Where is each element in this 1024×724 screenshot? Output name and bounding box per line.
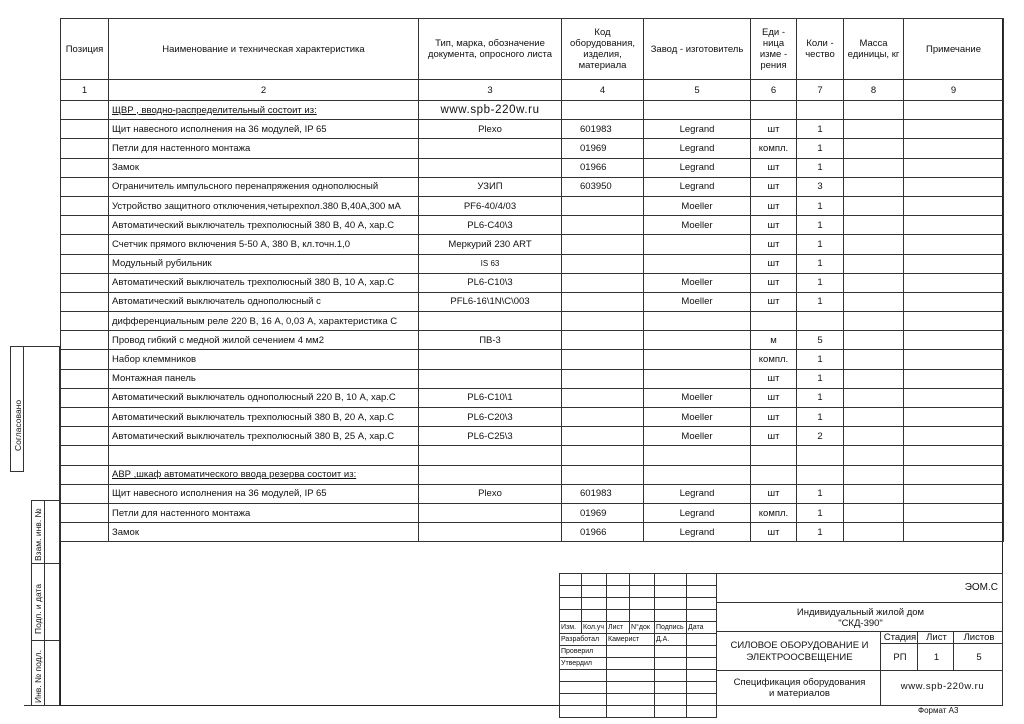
cell-type: [419, 523, 562, 542]
cell-mass: [844, 158, 904, 177]
cell-maker: [644, 446, 751, 465]
sheet-head: Лист: [926, 632, 947, 643]
cell-unit: шт: [751, 427, 797, 446]
cell-code: [562, 216, 644, 235]
cell-code: [562, 465, 644, 484]
cell-name: [109, 446, 419, 465]
cell-maker: Moeller: [644, 388, 751, 407]
agreed-label: Согласовано: [13, 399, 23, 451]
sheets-head: Листов: [963, 632, 995, 643]
cell-note: [904, 388, 1004, 407]
cell-unit: шт: [751, 523, 797, 542]
rev-col-count: Кол.уч: [582, 622, 607, 634]
cell-position: [61, 273, 109, 292]
cell-note: [904, 101, 1004, 120]
cell-unit: компл.: [751, 139, 797, 158]
col-num: 2: [109, 80, 419, 101]
stage-box: [880, 643, 918, 671]
cell-name: Петли для настенного монтажа: [109, 503, 419, 522]
cell-note: [904, 177, 1004, 196]
table-row: [61, 196, 1004, 215]
cell-code: [562, 273, 644, 292]
cell-position: [61, 101, 109, 120]
cell-note: [904, 427, 1004, 446]
cell-note: [904, 408, 1004, 427]
cell-qty: 1: [797, 235, 844, 254]
table-row: [61, 446, 1004, 465]
table-row: [61, 427, 1004, 446]
table-row: [61, 292, 1004, 311]
cell-note: [904, 331, 1004, 350]
cell-type: [419, 312, 562, 331]
cell-mass: [844, 484, 904, 503]
col-num: 8: [844, 80, 904, 101]
cell-position: [61, 331, 109, 350]
cell-position: [61, 158, 109, 177]
object-box: [716, 602, 1003, 632]
cell-unit: [751, 101, 797, 120]
col-name: Наименование и техническая характеристика: [109, 19, 419, 80]
doc-code-box: [716, 573, 1003, 603]
cell-type: [419, 503, 562, 522]
cell-mass: [844, 503, 904, 522]
cell-note: [904, 484, 1004, 503]
col-num: 4: [562, 80, 644, 101]
cell-position: [61, 312, 109, 331]
cell-code: [562, 408, 644, 427]
stage-value: РП: [893, 652, 907, 663]
cell-note: [904, 523, 1004, 542]
cell-type: [419, 158, 562, 177]
col-num: 9: [904, 80, 1004, 101]
cell-unit: м: [751, 331, 797, 350]
cell-position: [61, 503, 109, 522]
approved-label: Утвердил: [560, 658, 607, 670]
cell-type: Plexo: [419, 120, 562, 139]
cell-name: ЩВР , вводно-распределительный состоит из:: [109, 101, 419, 120]
cell-code: [562, 388, 644, 407]
cell-note: [904, 446, 1004, 465]
inv-replace-box: [31, 500, 60, 564]
cell-maker: Moeller: [644, 273, 751, 292]
cell-name: Набор клеммников: [109, 350, 419, 369]
cell-unit: шт: [751, 158, 797, 177]
cell-qty: 1: [797, 139, 844, 158]
section-box: [716, 631, 881, 671]
cell-note: [904, 503, 1004, 522]
cell-code: [562, 292, 644, 311]
cell-note: [904, 292, 1004, 311]
table-row: [61, 216, 1004, 235]
cell-position: [61, 254, 109, 273]
cell-type: PF6-40/4/03: [419, 196, 562, 215]
cell-unit: [751, 465, 797, 484]
site-box: [880, 670, 1003, 706]
rev-col-date: Дата: [687, 622, 717, 634]
table-row: [61, 388, 1004, 407]
cell-unit: шт: [751, 177, 797, 196]
cell-code: [562, 235, 644, 254]
cell-position: [61, 427, 109, 446]
cell-maker: Legrand: [644, 177, 751, 196]
rev-col-change: Изм.: [560, 622, 582, 634]
cell-unit: шт: [751, 292, 797, 311]
section-line2: ЭЛЕКТРООСВЕЩЕНИЕ: [746, 652, 853, 663]
cell-code: [562, 196, 644, 215]
section-line1: СИЛОВОЕ ОБОРУДОВАНИЕ И: [730, 640, 869, 651]
table-row: [61, 235, 1004, 254]
cell-unit: шт: [751, 196, 797, 215]
cell-note: [904, 273, 1004, 292]
cell-unit: [751, 446, 797, 465]
cell-qty: 1: [797, 503, 844, 522]
cell-name: дифференциальным реле 220 В, 16 А, 0,03 А, характеристика С: [109, 312, 419, 331]
table-row: [61, 273, 1004, 292]
cell-maker: Legrand: [644, 503, 751, 522]
table-row: [61, 523, 1004, 542]
cell-type: www.spb-220w.ru: [419, 101, 562, 120]
cell-type: Меркурий 230 ART: [419, 235, 562, 254]
cell-qty: 1: [797, 120, 844, 139]
cell-note: [904, 254, 1004, 273]
cell-name: Автоматический выключатель трехполюсный 380 В, 20 А, хар.С: [109, 408, 419, 427]
cell-name: Автоматический выключатель трехполюсный 380 В, 25 А, хар.С: [109, 427, 419, 446]
col-position: Позиция: [61, 19, 109, 80]
cell-note: [904, 369, 1004, 388]
cell-name: Счетчик прямого включения 5-50 А, 380 В, кл.точн.1,0: [109, 235, 419, 254]
site-url[interactable]: www.spb-220w.ru: [900, 681, 985, 692]
cell-unit: компл.: [751, 350, 797, 369]
cell-unit: шт: [751, 388, 797, 407]
rev-col-sheet: Лист: [607, 622, 630, 634]
table-row: [61, 254, 1004, 273]
cell-mass: [844, 465, 904, 484]
cell-name: Монтажная панель: [109, 369, 419, 388]
cell-qty: 1: [797, 158, 844, 177]
cell-name: Щит навесного исполнения на 36 модулей, IP 65: [109, 484, 419, 503]
inv-orig-box: [31, 640, 60, 706]
table-row: [61, 503, 1004, 522]
col-note: Примечание: [904, 19, 1004, 80]
cell-unit: шт: [751, 273, 797, 292]
checked-label: Проверил: [560, 646, 607, 658]
cell-maker: [644, 465, 751, 484]
cell-code: [562, 312, 644, 331]
cell-note: [904, 120, 1004, 139]
cell-code: [562, 254, 644, 273]
developed-label: Разработал: [560, 634, 607, 646]
cell-name: Щит навесного исполнения на 36 модулей, IP 65: [109, 120, 419, 139]
cell-mass: [844, 139, 904, 158]
cell-type: PL6-C25\3: [419, 427, 562, 446]
cell-mass: [844, 523, 904, 542]
doc-name-box: [716, 670, 881, 706]
cell-mass: [844, 408, 904, 427]
cell-type: PL6-C40\3: [419, 216, 562, 235]
cell-qty: 1: [797, 484, 844, 503]
cell-type: [419, 369, 562, 388]
cell-name: Ограничитель импульсного перенапряжения однополюсный: [109, 177, 419, 196]
col-num: 5: [644, 80, 751, 101]
cell-position: [61, 177, 109, 196]
cell-maker: Legrand: [644, 523, 751, 542]
col-num: 6: [751, 80, 797, 101]
cell-qty: [797, 101, 844, 120]
cell-position: [61, 216, 109, 235]
cell-code: [562, 350, 644, 369]
cell-unit: шт: [751, 216, 797, 235]
cell-type: [419, 350, 562, 369]
cell-code: 601983: [562, 120, 644, 139]
cell-mass: [844, 273, 904, 292]
col-mass: Масса единицы, кг: [844, 19, 904, 80]
sheet-box: [917, 643, 954, 671]
table-row: [61, 465, 1004, 484]
cell-unit: шт: [751, 369, 797, 388]
cell-unit: шт: [751, 235, 797, 254]
object-line2: "СКД-390": [838, 618, 883, 629]
object-line1: Индивидуальный жилой дом: [796, 607, 925, 618]
table-row: [61, 408, 1004, 427]
cell-qty: 1: [797, 350, 844, 369]
cell-maker: [644, 235, 751, 254]
cell-code: 603950: [562, 177, 644, 196]
sheets-box: [953, 643, 1003, 671]
rev-col-signature: Подпись: [655, 622, 687, 634]
sign-date-box: [31, 563, 60, 641]
cell-note: [904, 196, 1004, 215]
cell-qty: 1: [797, 369, 844, 388]
specification-body: [61, 101, 1004, 542]
cell-maker: [644, 350, 751, 369]
col-unit: Еди - ница изме - рения: [751, 19, 797, 80]
cell-note: [904, 465, 1004, 484]
cell-name: Модульный рубильник: [109, 254, 419, 273]
cell-maker: [644, 312, 751, 331]
table-row: [61, 484, 1004, 503]
cell-type: PL6-C20\3: [419, 408, 562, 427]
header-row: [61, 19, 1004, 80]
cell-position: [61, 120, 109, 139]
cell-type: [419, 465, 562, 484]
cell-name: Провод гибкий с медной жилой сечением 4 мм2: [109, 331, 419, 350]
cell-maker: [644, 101, 751, 120]
cell-name: АВР ,шкаф автоматического ввода резерва состоит из:: [109, 465, 419, 484]
col-maker: Завод - изготовитель: [644, 19, 751, 80]
revision-grid: [559, 573, 717, 718]
cell-position: [61, 523, 109, 542]
cell-unit: шт: [751, 484, 797, 503]
sign-date-label: Подп. и дата: [33, 583, 43, 634]
cell-position: [61, 235, 109, 254]
cell-code: 01966: [562, 523, 644, 542]
cell-maker: Moeller: [644, 292, 751, 311]
cell-name: Замок: [109, 158, 419, 177]
cell-note: [904, 235, 1004, 254]
cell-qty: 1: [797, 216, 844, 235]
cell-position: [61, 465, 109, 484]
specification-table: [60, 18, 1004, 542]
cell-type: PL6-C10\1: [419, 388, 562, 407]
cell-maker: [644, 254, 751, 273]
cell-qty: 1: [797, 388, 844, 407]
sheets-value: 5: [976, 652, 982, 663]
table-row: [61, 312, 1004, 331]
cell-mass: [844, 177, 904, 196]
cell-type: Plexo: [419, 484, 562, 503]
cell-note: [904, 312, 1004, 331]
cell-name: Замок: [109, 523, 419, 542]
cell-code: [562, 427, 644, 446]
cell-code: 01969: [562, 139, 644, 158]
cell-qty: [797, 465, 844, 484]
cell-maker: Moeller: [644, 216, 751, 235]
cell-mass: [844, 446, 904, 465]
cell-code: 01966: [562, 158, 644, 177]
cell-type: PL6-C10\3: [419, 273, 562, 292]
cell-qty: 5: [797, 331, 844, 350]
table-row: [61, 120, 1004, 139]
col-type: Тип, марка, обозначение документа, опросного листа: [419, 19, 562, 80]
cell-position: [61, 196, 109, 215]
col-num: 7: [797, 80, 844, 101]
cell-type: PFL6-16\1N\C\003: [419, 292, 562, 311]
table-row: [61, 177, 1004, 196]
cell-mass: [844, 350, 904, 369]
cell-unit: шт: [751, 120, 797, 139]
inv-orig-label: Инв. № подл.: [33, 650, 43, 703]
cell-position: [61, 446, 109, 465]
cell-name: Автоматический выключатель трехполюсный 380 В, 40 А, хар.С: [109, 216, 419, 235]
cell-mass: [844, 388, 904, 407]
format-label: Формат А3: [918, 706, 959, 715]
cell-code: 601983: [562, 484, 644, 503]
cell-maker: Legrand: [644, 158, 751, 177]
doc-name-line2: и материалов: [769, 688, 830, 699]
cell-maker: [644, 331, 751, 350]
cell-note: [904, 158, 1004, 177]
cell-maker: Legrand: [644, 120, 751, 139]
cell-maker: Moeller: [644, 196, 751, 215]
cell-maker: [644, 369, 751, 388]
cell-position: [61, 139, 109, 158]
cell-maker: Moeller: [644, 408, 751, 427]
cell-position: [61, 408, 109, 427]
cell-mass: [844, 196, 904, 215]
cell-position: [61, 484, 109, 503]
cell-qty: 3: [797, 177, 844, 196]
cell-mass: [844, 216, 904, 235]
cell-qty: 1: [797, 408, 844, 427]
cell-position: [61, 292, 109, 311]
cell-position: [61, 350, 109, 369]
cell-mass: [844, 235, 904, 254]
developer-signature: Д.А.: [655, 634, 687, 646]
cell-position: [61, 388, 109, 407]
table-row: [61, 101, 1004, 120]
agreed-strip: [10, 346, 24, 472]
col-code: Код оборудования, изделия, материала: [562, 19, 644, 80]
cell-code: [562, 446, 644, 465]
col-num: 1: [61, 80, 109, 101]
cell-qty: 1: [797, 523, 844, 542]
cell-mass: [844, 312, 904, 331]
cell-qty: [797, 312, 844, 331]
doc-name-line1: Спецификация оборудования: [733, 677, 866, 688]
cell-qty: 1: [797, 273, 844, 292]
cell-unit: шт: [751, 408, 797, 427]
cell-name: Устройство защитного отключения,четырехпол.380 В,40А,300 мА: [109, 196, 419, 215]
cell-type: ПВ-3: [419, 331, 562, 350]
cell-code: [562, 369, 644, 388]
rev-col-doc: N°док: [630, 622, 655, 634]
cell-name: Автоматический выключатель однополюсный с: [109, 292, 419, 311]
cell-name: Петли для настенного монтажа: [109, 139, 419, 158]
cell-mass: [844, 101, 904, 120]
cell-maker: Moeller: [644, 427, 751, 446]
cell-unit: шт: [751, 254, 797, 273]
cell-name: Автоматический выключатель однополюсный 220 В, 10 А, хар.С: [109, 388, 419, 407]
col-qty: Коли - чество: [797, 19, 844, 80]
doc-code: ЭОМ.С: [964, 582, 998, 593]
cell-mass: [844, 427, 904, 446]
cell-qty: 1: [797, 196, 844, 215]
sheet-value: 1: [933, 652, 940, 663]
column-numbers-row: [61, 80, 1004, 101]
table-row: [61, 158, 1004, 177]
col-num: 3: [419, 80, 562, 101]
cell-mass: [844, 254, 904, 273]
cell-note: [904, 216, 1004, 235]
stage-head: Стадия: [883, 632, 917, 643]
cell-qty: 2: [797, 427, 844, 446]
table-row: [61, 369, 1004, 388]
cell-mass: [844, 120, 904, 139]
cell-type: [419, 139, 562, 158]
cell-code: [562, 101, 644, 120]
cell-mass: [844, 292, 904, 311]
cell-code: 01969: [562, 503, 644, 522]
cell-type: IS 63: [419, 254, 562, 273]
cell-position: [61, 369, 109, 388]
cell-maker: Legrand: [644, 139, 751, 158]
developer-name: Камерист: [607, 634, 655, 646]
cell-type: УЗИП: [419, 177, 562, 196]
cell-note: [904, 139, 1004, 158]
cell-note: [904, 350, 1004, 369]
table-row: [61, 350, 1004, 369]
cell-qty: 1: [797, 292, 844, 311]
cell-qty: [797, 446, 844, 465]
cell-qty: 1: [797, 254, 844, 273]
title-block: [559, 573, 1003, 706]
cell-name: Автоматический выключатель трехполюсный 380 В, 10 А, хар.С: [109, 273, 419, 292]
inv-replace-label: Взам. инв. №: [33, 508, 43, 561]
cell-mass: [844, 369, 904, 388]
cell-maker: Legrand: [644, 484, 751, 503]
table-row: [61, 331, 1004, 350]
cell-type: [419, 446, 562, 465]
cell-unit: [751, 312, 797, 331]
cell-mass: [844, 331, 904, 350]
cell-unit: компл.: [751, 503, 797, 522]
table-row: [61, 139, 1004, 158]
cell-code: [562, 331, 644, 350]
